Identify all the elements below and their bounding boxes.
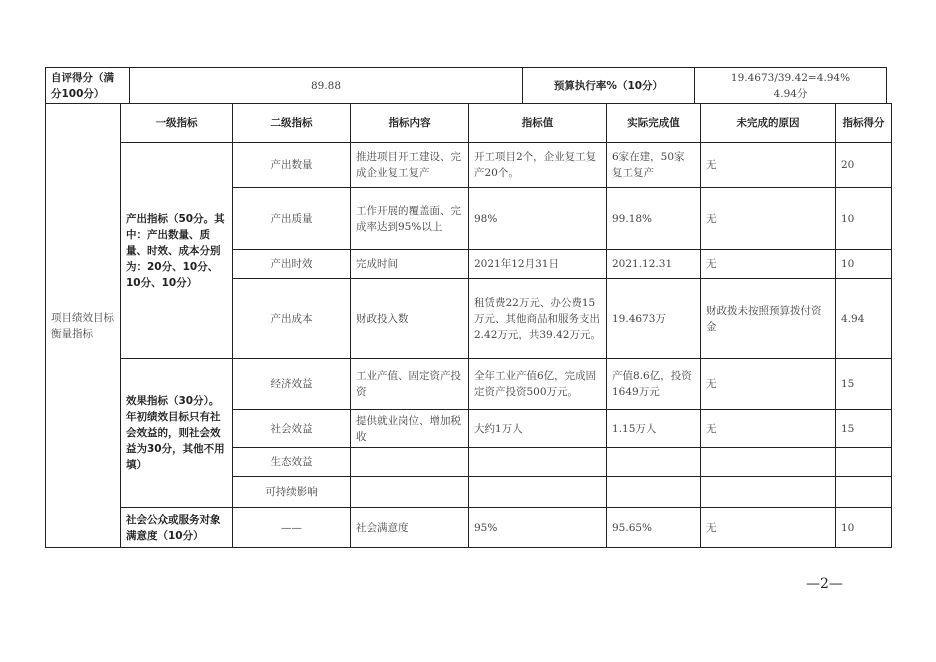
cell-target: 开工项目2个，企业复工复产20个。 [469, 143, 607, 188]
cell-score: 15 [836, 359, 892, 410]
cell-score [836, 448, 892, 477]
cell-content: 提供就业岗位、增加税收 [351, 410, 469, 448]
cell-target: 大约1万人 [469, 410, 607, 448]
cell-reason: 无 [701, 250, 836, 279]
budget-rate-value [695, 68, 887, 104]
cell-score: 4.94 [836, 279, 892, 359]
cell-actual: 1.15万人 [607, 410, 701, 448]
cell-level2: 生态效益 [233, 448, 351, 477]
cell-content: 社会满意度 [351, 508, 469, 548]
cell-target: 95% [469, 508, 607, 548]
cell-reason [701, 477, 836, 508]
cell-score: 20 [836, 143, 892, 188]
column-header: 未完成的原因 [701, 104, 836, 143]
cell-score: 15 [836, 410, 892, 448]
indicator-table [45, 103, 892, 548]
cell-target [469, 477, 607, 508]
level1-satisfaction: 社会公众或服务对象满意度（10分） [121, 508, 233, 548]
cell-reason: 无 [701, 359, 836, 410]
budget-rate-label: 预算执行率%（10分） [523, 68, 695, 104]
self-score-value: 89.88 [130, 68, 523, 104]
table-row [46, 508, 892, 548]
cell-level2: —— [233, 508, 351, 548]
cell-level2: 产出成本 [233, 279, 351, 359]
cell-reason: 无 [701, 508, 836, 548]
cell-actual: 99.18% [607, 188, 701, 250]
cell-level2: 社会效益 [233, 410, 351, 448]
column-header: 一级指标 [121, 104, 233, 143]
cell-actual: 6家在建，50家复工复产 [607, 143, 701, 188]
cell-target: 2021年12月31日 [469, 250, 607, 279]
cell-score [836, 477, 892, 508]
level1-effect: 效果指标（30分）。年初绩效目标只有社会效益的，则社会效益为30分，其他不用填） [121, 359, 233, 508]
cell-target [469, 448, 607, 477]
cell-content: 完成时间 [351, 250, 469, 279]
cell-reason [701, 448, 836, 477]
column-header: 指标得分 [836, 104, 892, 143]
cell-reason: 无 [701, 410, 836, 448]
cell-level2: 产出数量 [233, 143, 351, 188]
cell-level2: 产出质量 [233, 188, 351, 250]
cell-content: 工业产值、固定资产投资 [351, 359, 469, 410]
cell-level2: 可持续影响 [233, 477, 351, 508]
level1-output: 产出指标（50分。其中：产出数量、质量、时效、成本分别为：20分、10分、10分、10分） [121, 143, 233, 359]
cell-actual: 95.65% [607, 508, 701, 548]
cell-actual: 19.4673万 [607, 279, 701, 359]
cell-content: 推进项目开工建设、完成企业复工复产 [351, 143, 469, 188]
cell-content [351, 448, 469, 477]
cell-target: 全年工业产值6亿，完成固定资产投资500万元。 [469, 359, 607, 410]
cell-reason: 无 [701, 143, 836, 188]
cell-content: 工作开展的覆盖面、完成率达到95%以上 [351, 188, 469, 250]
cell-score: 10 [836, 188, 892, 250]
table-row [46, 143, 892, 188]
self-score-label: 自评得分（满分100分） [46, 68, 130, 104]
cell-level2: 经济效益 [233, 359, 351, 410]
group-label: 项目绩效目标衡量指标 [46, 104, 121, 548]
cell-level2: 产出时效 [233, 250, 351, 279]
cell-content: 财政投入数 [351, 279, 469, 359]
cell-reason: 无 [701, 188, 836, 250]
cell-reason: 财政拨未按照预算拨付资金 [701, 279, 836, 359]
cell-score: 10 [836, 508, 892, 548]
column-header: 指标内容 [351, 104, 469, 143]
column-header: 指标值 [469, 104, 607, 143]
cell-actual [607, 448, 701, 477]
cell-target: 租赁费22万元、办公费15万元、其他商品和服务支出2.42万元，共39.42万元。 [469, 279, 607, 359]
cell-content [351, 477, 469, 508]
summary-table [45, 67, 887, 104]
cell-actual: 2021.12.31 [607, 250, 701, 279]
budget-score: 4.94分 [773, 87, 808, 100]
column-header: 二级指标 [233, 104, 351, 143]
cell-actual: 产值8.6亿，投资1649万元 [607, 359, 701, 410]
cell-actual [607, 477, 701, 508]
cell-score: 10 [836, 250, 892, 279]
cell-target: 98% [469, 188, 607, 250]
budget-formula: 19.4673/39.42=4.94% [730, 71, 851, 84]
column-header: 实际完成值 [607, 104, 701, 143]
table-row [46, 359, 892, 410]
page-number: —2— [806, 576, 843, 592]
